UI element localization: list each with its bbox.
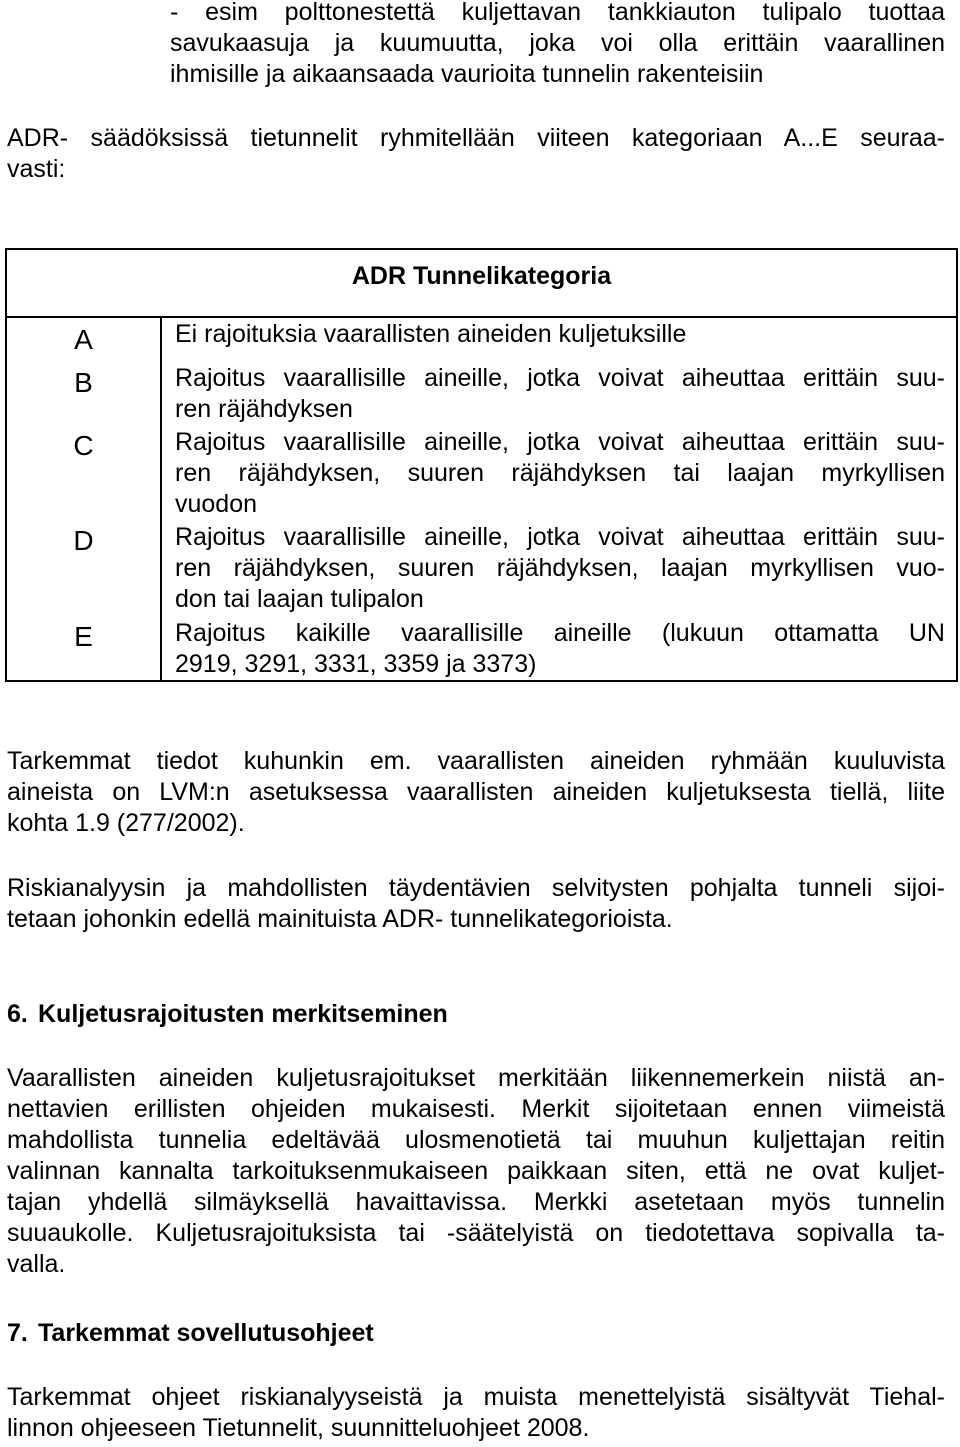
text-line: tajan yhdellä silmäyksellä havaittavissa. Merkki asetetaan myös tunnelin [7,1188,945,1216]
section-title: Kuljetusrajoitusten merkitseminen [38,1000,448,1028]
section-6-heading [7,999,448,1030]
table-title: ADR Tunnelikategoria [351,262,612,290]
section-6-paragraph [7,1063,945,1280]
text-line: nettavien erillisten ohjeiden mukaisesti. Merkit sijoitetaan ennen viimeistä [7,1095,945,1123]
category-letter-a: A [74,324,93,355]
risk-analysis-paragraph [7,873,945,935]
section-7-heading [7,1318,374,1349]
table-header [7,250,956,318]
text-line: Rajoitus vaarallisille aineille, jotka voivat aiheuttaa erittäin suu- [175,428,945,456]
intro-bullet-paragraph [170,0,945,90]
adr-intro-paragraph [7,123,945,185]
category-description-a [175,319,945,350]
text-line: Riskianalyysin ja mahdollisten täydentävien selvitysten pohjalta tunneli sijoi- [7,874,945,902]
adr-category-table [5,248,958,682]
text-line: Vaarallisten aineiden kuljetusrajoitukset merkitään liikennemerkein niistä an- [7,1064,945,1092]
category-description-c [175,427,945,520]
text-line: Ei rajoituksia vaarallisten aineiden kuljetuksille [175,320,687,348]
text-line: ren räjähdyksen, suuren räjähdyksen, laajan myrkyllisen vuo- [175,554,945,582]
text-line: kohta 1.9 (277/2002). [7,809,245,837]
text-line: Rajoitus vaarallisille aineille, jotka voivat aiheuttaa erittäin suu- [175,523,945,551]
text-line: ihmisille ja aikaansaada vaurioita tunnelin rakenteisiin [170,60,764,88]
category-letter-e: E [74,621,93,652]
text-line: - esim polttonestettä kuljettavan tankkiauton tulipalo tuottaa [170,0,945,26]
text-line: 2919, 3291, 3331, 3359 ja 3373) [175,650,537,678]
category-description-e [175,618,945,680]
text-line: valla. [7,1250,66,1278]
text-line: Tarkemmat tiedot kuhunkin em. vaarallisten aineiden ryhmään kuuluvista [7,747,945,775]
text-line: aineista on LVM:n asetuksessa vaarallisten aineiden kuljetuksesta tiellä, liite [7,778,945,806]
text-line: tetaan johonkin edellä mainituista ADR- tunnelikategorioista. [7,905,673,933]
details-paragraph [7,746,945,839]
section-number: 6. [7,1000,28,1028]
text-line: Rajoitus vaarallisille aineille, jotka voivat aiheuttaa erittäin suu- [175,364,945,392]
text-line: don tai laajan tulipalon [175,585,424,613]
text-line: Tarkemmat ohjeet riskianalyyseistä ja muista menettelyistä sisältyvät Tiehal- [7,1383,945,1411]
section-title: Tarkemmat sovellutusohjeet [38,1319,374,1347]
text-line: Rajoitus kaikille vaarallisille aineille (lukuun ottamatta UN [175,619,945,647]
category-letter-c: C [73,430,94,461]
text-line: linnon ohjeeseen Tietunnelit, suunnitteluohjeet 2008. [7,1414,590,1442]
text-line: suuaukolle. Kuljetusrajoituksista tai -säätelyistä on tiedotettava sopivalla ta- [7,1219,945,1247]
text-line: ren räjähdyksen, suuren räjähdyksen tai laajan myrkyllisen [175,459,945,487]
text-line: mahdollista tunnelia edeltävää ulosmenotietä tai muuhun kuljettajan reitin [7,1126,945,1154]
text-line: vuodon [175,490,258,518]
category-letter-b: B [74,367,93,398]
text-line: ren räjähdyksen [175,395,353,423]
text-line: savukaasuja ja kuumuutta, joka voi olla erittäin vaarallinen [170,29,945,57]
text-line: vasti: [7,155,66,183]
category-letter-d: D [73,525,94,556]
section-7-paragraph [7,1382,945,1444]
category-description-b [175,363,945,425]
section-number: 7. [7,1319,28,1347]
column-divider [160,316,162,680]
text-line: ADR- säädöksissä tietunnelit ryhmitellään viiteen kategoriaan A...E seuraa- [7,124,945,152]
text-line: valinnan kannalta tarkoituksenmukaiseen paikkaan siten, että ne ovat kuljet- [7,1157,945,1185]
category-description-d [175,522,945,615]
